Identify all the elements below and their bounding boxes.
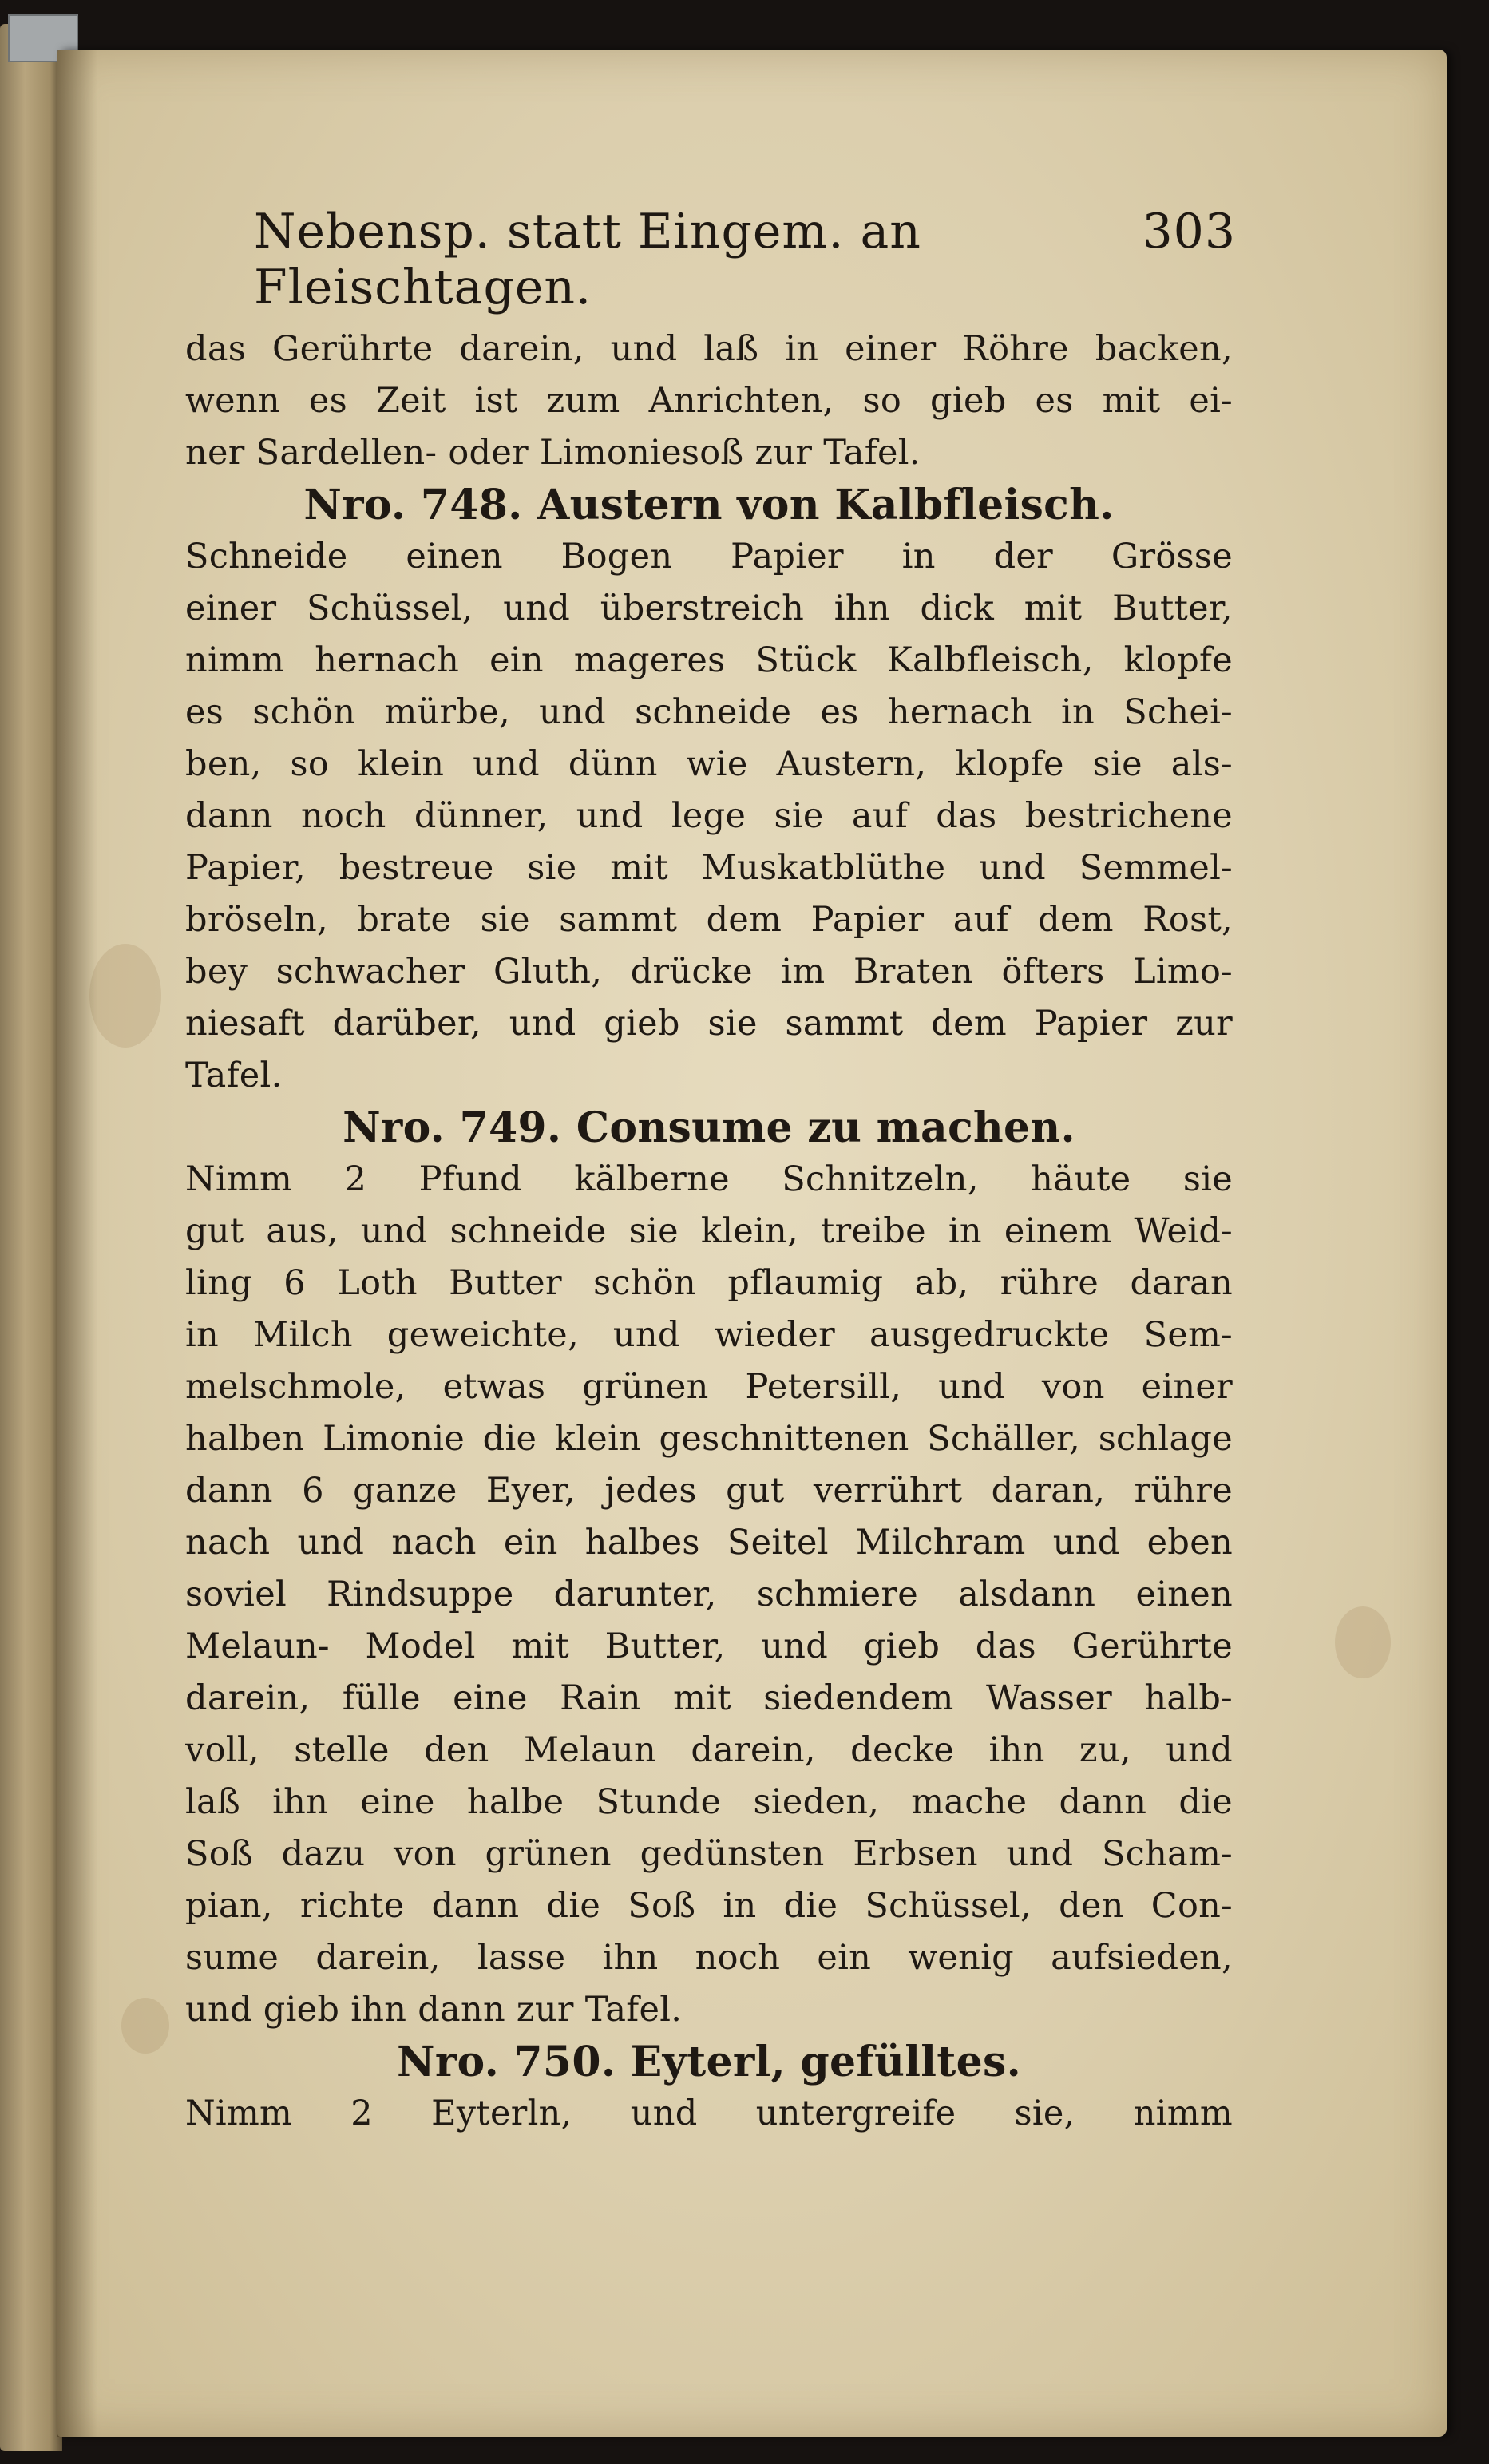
recipe-title: Eyterl, gefülltes.: [630, 2038, 1021, 2086]
text-line: sume darein, lasse ihn noch ein wenig aufsieden,: [185, 1938, 1233, 1978]
text-line: dann noch dünner, und lege sie auf das bestrichene: [185, 796, 1233, 836]
recipe-title: Austern von Kalbfleisch.: [537, 481, 1115, 529]
text-line: Melaun- Model mit Butter, und gieb das Gerührte: [185, 1626, 1233, 1666]
paper-stain: [1335, 1606, 1391, 1678]
text-line: voll, stelle den Melaun darein, decke ihn zu, und: [185, 1730, 1233, 1770]
recipe-heading: [185, 479, 1233, 531]
text-line: ner Sardellen- oder Limoniesoß zur Tafel.: [185, 433, 921, 473]
text-line: Tafel.: [185, 1056, 283, 1095]
text-line: gut aus, und schneide sie klein, treibe in einem Weid-: [185, 1211, 1233, 1251]
text-line: und gieb ihn dann zur Tafel.: [185, 1990, 683, 2030]
recipe-number: Nro. 749.: [343, 1103, 562, 1152]
text-line: dann 6 ganze Eyer, jedes gut verrührt daran, rühre: [185, 1471, 1233, 1511]
recipe-title: Consume zu machen.: [576, 1103, 1075, 1152]
text-line: Nimm 2 Pfund kälberne Schnitzeln, häute sie: [185, 1159, 1233, 1199]
text-line: Schneide einen Bogen Papier in der Grösse: [185, 537, 1233, 576]
text-line: das Gerührte darein, und laß in einer Röhre backen,: [185, 329, 1233, 369]
gutter-shadow: [57, 50, 97, 2437]
page-number: 303: [1142, 204, 1236, 259]
text-line: ben, so klein und dünn wie Austern, klopfe sie als-: [185, 744, 1233, 784]
text-line: laß ihn eine halbe Stunde sieden, mache dann die: [185, 1782, 1233, 1822]
text-line: nach und nach ein halbes Seitel Milchram und eben: [185, 1523, 1233, 1563]
recipe-number: Nro. 748.: [303, 481, 523, 529]
text-line: es schön mürbe, und schneide es hernach in Schei-: [185, 692, 1233, 732]
recipe-heading: [185, 2036, 1233, 2088]
text-line: in Milch geweichte, und wieder ausgedruckte Sem-: [185, 1315, 1233, 1355]
text-line: nimm hernach ein mageres Stück Kalbfleisch, klopfe: [185, 640, 1233, 680]
text-line: darein, fülle eine Rain mit siedendem Wasser halb-: [185, 1678, 1233, 1718]
recipe-number: Nro. 750.: [397, 2038, 616, 2086]
running-title: Nebensp. statt Eingem. an Fleischtagen.: [254, 204, 921, 315]
text-line: Nimm 2 Eyterln, und untergreife sie, nimm: [185, 2094, 1233, 2133]
text-line: wenn es Zeit ist zum Anrichten, so gieb es mit ei-: [185, 381, 1233, 421]
text-line: einer Schüssel, und überstreich ihn dick mit Butter,: [185, 588, 1233, 628]
text-line: halben Limonie die klein geschnittenen Schäller, schlage: [185, 1419, 1233, 1459]
text-line: Papier, bestreue sie mit Muskatblüthe und Semmel-: [185, 848, 1233, 888]
text-line: bey schwacher Gluth, drücke im Braten öfters Limo-: [185, 952, 1233, 992]
paper-stain: [121, 1998, 169, 2054]
recipe-heading: [185, 1102, 1233, 1154]
running-header: [254, 204, 1236, 315]
text-line: soviel Rindsuppe darunter, schmiere alsdann einen: [185, 1575, 1233, 1614]
page-body: [185, 323, 1233, 2140]
previous-page-edge: [0, 24, 62, 2451]
text-line: bröseln, brate sie sammt dem Papier auf dem Rost,: [185, 900, 1233, 940]
text-line: ling 6 Loth Butter schön pflaumig ab, rühre daran: [185, 1263, 1233, 1303]
text-line: niesaft darüber, und gieb sie sammt dem Papier zur: [185, 1004, 1233, 1044]
text-line: pian, richte dann die Soß in die Schüssel, den Con-: [185, 1886, 1233, 1926]
text-line: Soß dazu von grünen gedünsten Erbsen und Scham-: [185, 1834, 1233, 1874]
text-line: melschmole, etwas grünen Petersill, und von einer: [185, 1367, 1233, 1407]
paper-stain: [89, 944, 161, 1048]
